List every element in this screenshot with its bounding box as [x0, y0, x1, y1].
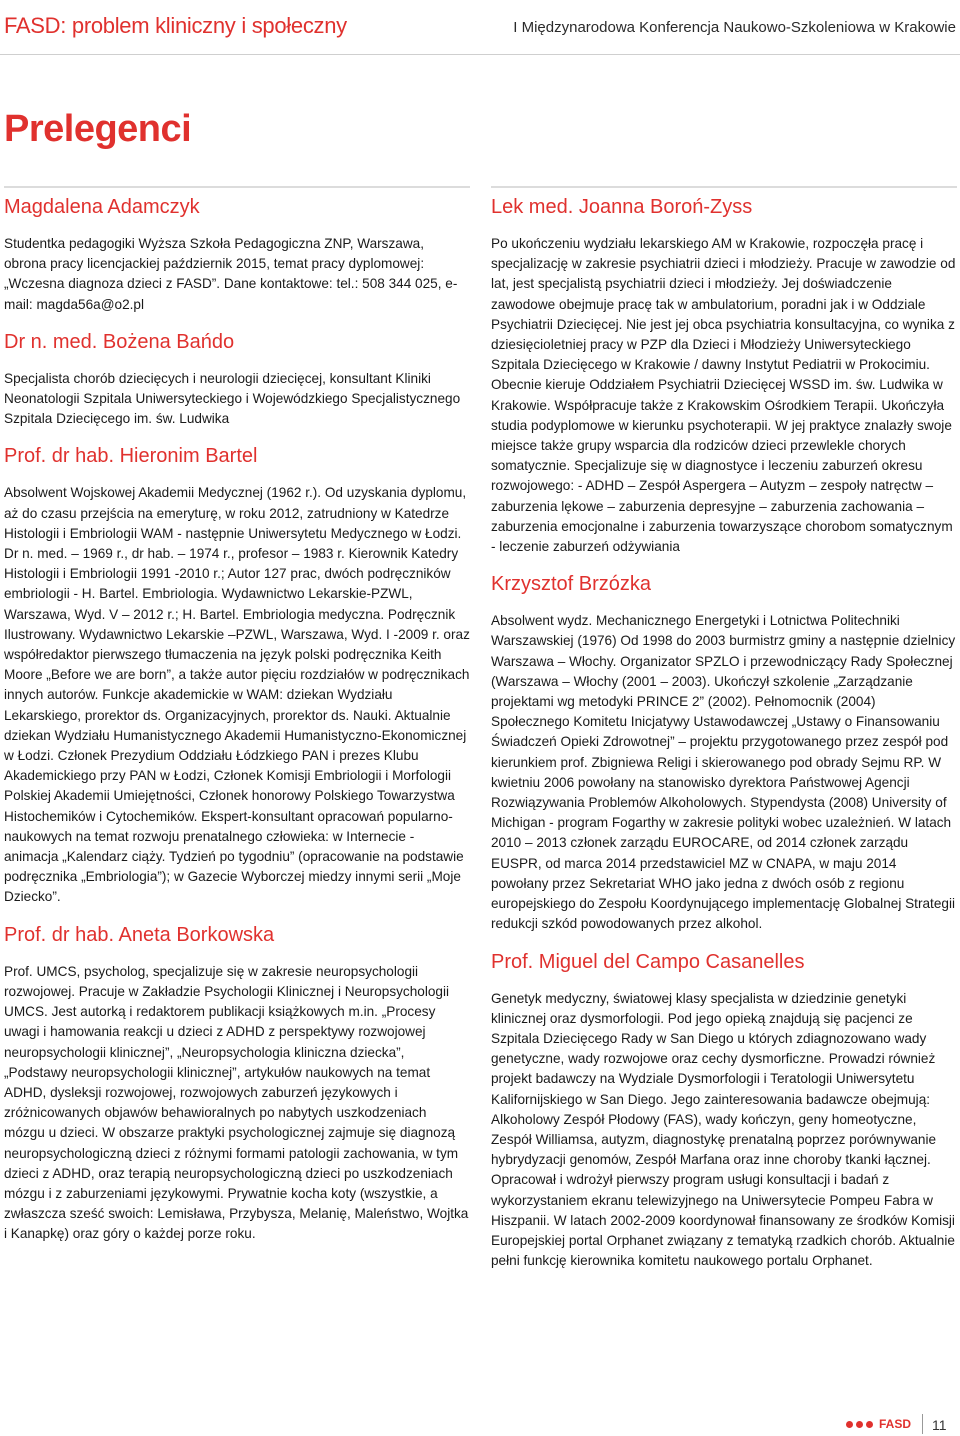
speaker-section: [4, 186, 470, 315]
page-footer: [0, 1400, 960, 1436]
speaker-name: Dr n. med. Bożena Bańdo: [4, 330, 235, 353]
logo-figure-icon: [856, 1421, 863, 1428]
logo-figure-icon: [866, 1421, 873, 1428]
speaker-bio: Po ukończeniu wydziału lekarskiego AM w Krakowie, rozpoczęła pracę i specjalizację w zakresie psychiatrii dzieci i młodzieży. Pracuje w zawodzie od lat, jest specjalistą psychiatrii dzieci i młodzieży. Jej doświadczenie zawodowe obejmuje pracę tak w ambulatorium, poradni jak i w Oddziale Psychiatrii Dziecięcej. Nie jest jej obca psychiatria konsultacyjna, co wynika z dziesięcioletniej pracy w PZP dla Dzieci i Młodzieży Uniwersyteckiego Szpitala Dziecięcego w Krakowie / dawny Instytut Pediatrii w Prokocimiu. Obecnie kieruje Oddziałem Psychiatrii Dziecięcej WSSD im. św. Ludwika w Krakowie. Współpracuje także z Krakowskim Ośrodkiem Terapii. Ukończyła studia podyplomowe w kierunku psychoterapii. W jej praktyce znalazły swoje miejsce także grupy wsparcia dla rodziców dzieci przewlekle chorych somatycznie. Specjalizuje się w diagnostyce i leczeniu zaburzeń okresu rozwojowego: - ADHD – Zespół Aspergera – Autyzm – zespoły natręctw – zaburzenia lękowe – zaburzenia depresyjne – zaburzenia zachowania – zaburzenia emocjonalne i zaburzenia towarzyszące chorobom somatycznym - leczenie zaburzeń odżywiania: [491, 236, 956, 555]
speaker-section: [4, 329, 470, 430]
left-column: [4, 186, 470, 1259]
section-divider: [4, 186, 470, 188]
speaker-section: [4, 922, 470, 1245]
page-title: Prelegenci: [4, 108, 192, 150]
footer-divider: [922, 1414, 923, 1434]
fasd-logo: [846, 1417, 911, 1431]
speaker-bio: Specjalista chorób dziecięcych i neurologii dziecięcej, konsultant Kliniki Neonatologii Szpitala Uniwersyteckiego i Wojewódzkiego Specjalistycznego Szpitala Dziecięcego im. św. Ludwika: [4, 370, 461, 427]
page-header: [0, 0, 960, 56]
speaker-section: [491, 571, 957, 934]
speaker-section: [491, 186, 957, 557]
speaker-name: Krzysztof Brzózka: [491, 573, 652, 596]
document-title: FASD: problem kliniczny i społeczny: [4, 13, 347, 38]
speaker-section: [4, 443, 470, 907]
page-number: 11: [932, 1417, 947, 1433]
speaker-bio: Absolwent wydz. Mechanicznego Energetyki i Lotnictwa Politechniki Warszawskiej (1976) Od 1998 do 2003 burmistrz gminy a następnie dzielnicy Warszawa – Włochy. Organizator SPZLO i przewodniczący Rady Społecznej (Warszawa – Włochy (2001 – 2003). Ukończył szkolenie „Zarządzanie projektami wg metodyki PRINCE 2” (2002). Pełnomocnik (2004) Społecznego Komitetu Inicjatywy Ustawodawczej „Ustawy o Finansowaniu Świadczeń Opieki Zdrowotnej” – projektu przygotowanego przez zespół pod kierunkiem prof. Zbigniewa Religi i skierowanego pod obrady Sejmu RP. W kwietniu 2006 powołany na stanowisko dyrektora Państwowej Agencji Rozwiązywania Problemów Alkoholowych. Stypendysta (2008) University of Michigan - program Fogarthy w zakresie polityki wobec uzależnień. W latach 2010 – 2013 członek zarządu EUROCARE, od 2014 członek zarządu EUSPR, od marca 2014 przedstawiciel MZ w CNAPA, w maju 2014 powołany przez Sekretariat WHO jako jedna z dwóch osób z regionu europejskiego do Zespołu Koordynującego implementację Globalnej Strategii redukcji szkód powodowanych przez alkohol.: [491, 613, 956, 932]
speaker-name: Prof. Miguel del Campo Casanelles: [491, 950, 805, 973]
speaker-bio: Prof. UMCS, psycholog, specjalizuje się w zakresie neuropsychologii rozwojowej. Pracuje w Zakładzie Psychologii Klinicznej i Neuropsychologii UMCS. Jest autorką i redaktorem publikacji książkowych m.in. „Procesy uwagi i hamowania reakcji u dzieci z ADHD z perspektywy rozwojowej neuropsychologii klinicznej”, „Neuropsychologia kliniczna dziecka”, „Podstawy neuropsychologii klinicznej”, artykułów naukowych na temat ADHD, dysleksji rozwojowej, rozwojowych zaburzeń językowych i zróżnicowanych objawów behawioralnych po nabytych uszkodzeniach mózgu u dzieci. W obszarze praktyki psychologicznej zajmuje się diagnozą neuropsychologiczną dzieci z różnymi formami patologii zachowania, w tym dzieci z ADHD, oraz terapią neuropsychologiczną dzieci po uszkodzeniach mózgu i z zaburzeniami językowymi. Prywatnie kocha koty (wszystkie, a zwłaszcza sześć swoich: Lemisława, Przybysza, Melanię, Maleństwo, Wojtka i Kanapkę) oraz góry o każdej porze roku.: [4, 963, 469, 1242]
speaker-name: Prof. dr hab. Aneta Borkowska: [4, 923, 275, 946]
speaker-name: Lek med. Joanna Boroń-Zyss: [491, 196, 753, 218]
conference-title: I Międzynarodowa Konferencja Naukowo-Szkoleniowa w Krakowie: [513, 19, 956, 36]
right-column: [491, 186, 957, 1285]
speaker-bio: Genetyk medyczny, światowej klasy specjalista w dziedzinie genetyki klinicznej oraz dysmorfologii. Pod jego opieką znajdują się pacjenci ze Szpitala Dziecięcego Rady w San Diego u których zdiagnozowano wady genetyczne, wady rozwojowe oraz cechy dysmorficzne. Prowadzi również projekt badawczy na Wydziale Dysmorfologii i Teratologii Uniwersytetu Kalifornijskiego w San Diego. Jego zainteresowania badawcze obejmują: Alkoholowy Zespół Płodowy (FAS), wady kończyn, geny homeotyczne, Zespół Williamsa, autyzm, diagnostykę prenatalną poprzez porównywanie hybrydyzacji genomów, Zespół Marfana oraz inne choroby tkanki łącznej. Opracował i wdrożył pierwszy program usługi konsultacji i badań z wykorzystaniem ekranu telewizyjnego na Uniwersytecie Pompeu Fabra w Hiszpanii. W latach 2002-2009 koordynował finansowany ze środków Komisji Europejskiej portal Orphanet związany z tematyką rzadkich chorób. Aktualnie pełni funkcję kierownika komitetu naukowego portalu Orphanet.: [491, 990, 955, 1269]
speaker-bio: Studentka pedagogiki Wyższa Szkoła Pedagogiczna ZNP, Warszawa, obrona pracy licencjackiej październik 2015, temat pracy dyplomowej: „Wczesna diagnoza dzieci z FASD”. Dane kontaktowe: tel.: 508 344 025, e- mail: magda56a@o2.pl: [4, 236, 458, 312]
section-divider: [491, 186, 957, 188]
speaker-bio: Absolwent Wojskowej Akademii Medycznej (1962 r.). Od uzyskania dyplomu, aż do czasu przejścia na emeryturę, w roku 2012, zatrudniony w Katedrze Histologii i Embriologii WAM - następnie Uniwersytetu Medycznego w Łodzi. Dr n. med. – 1969 r., dr hab. – 1974 r., profesor – 1983 r. Kierownik Katedry Histologii i Embriologii 1991 -2010 r.; Autor 127 prac, dwóch podręczników embriologii - H. Bartel. Embriologia. Wydawnictwo Lekarskie-PZWL, Warszawa, Wyd. V – 2012 r.; H. Bartel. Embriologia medyczna. Podręcznik Ilustrowany. Wydawnictwo Lekarskie –PZWL, Warszawa, Wyd. I -2009 r. oraz współredaktor pierwszego tłumaczenia na język polski podręcznika Keith Moore „Before we are born”, a także autor pięciu rozdziałów w podręcznikach innych autorów. Funkcje akademickie w WAM: dziekan Wydziału Lekarskiego, prorektor ds. Organizacyjnych, prorektor ds. Nauki. Aktualnie dziekan Wydziału Humanistycznego Akademii Humanistyczno-Ekonomicznej w Łodzi. Członek Prezydium Oddziału Łódzkiego PAN i prezes Klubu Akademickiego przy PAN w Łodzi, Członek Komisji Embriologii i Morfologii Polskiej Akademii Umiejętności, Członek honorowy Polskiego Towarzystwa Histochemików i Cytochemików. Ekspert-konsultant opracowań popularno-naukowych na temat rozwoju prenatalnego człowieka: w Internecie - animacja „Kalendarz ciąży. Tydzień po tygodniu” (opracowanie na podstawie podręcznika „Embriologia”); w Gazecie Wyborczej miedzy innymi serii „Moje Dziecko”.: [4, 485, 470, 905]
speaker-section: [491, 949, 957, 1272]
header-divider: [0, 54, 960, 55]
logo-text: FASD: [879, 1417, 912, 1431]
speaker-name: Prof. dr hab. Hieronim Bartel: [4, 445, 258, 468]
logo-figure-icon: [846, 1421, 853, 1428]
speaker-name: Magdalena Adamczyk: [4, 196, 200, 218]
